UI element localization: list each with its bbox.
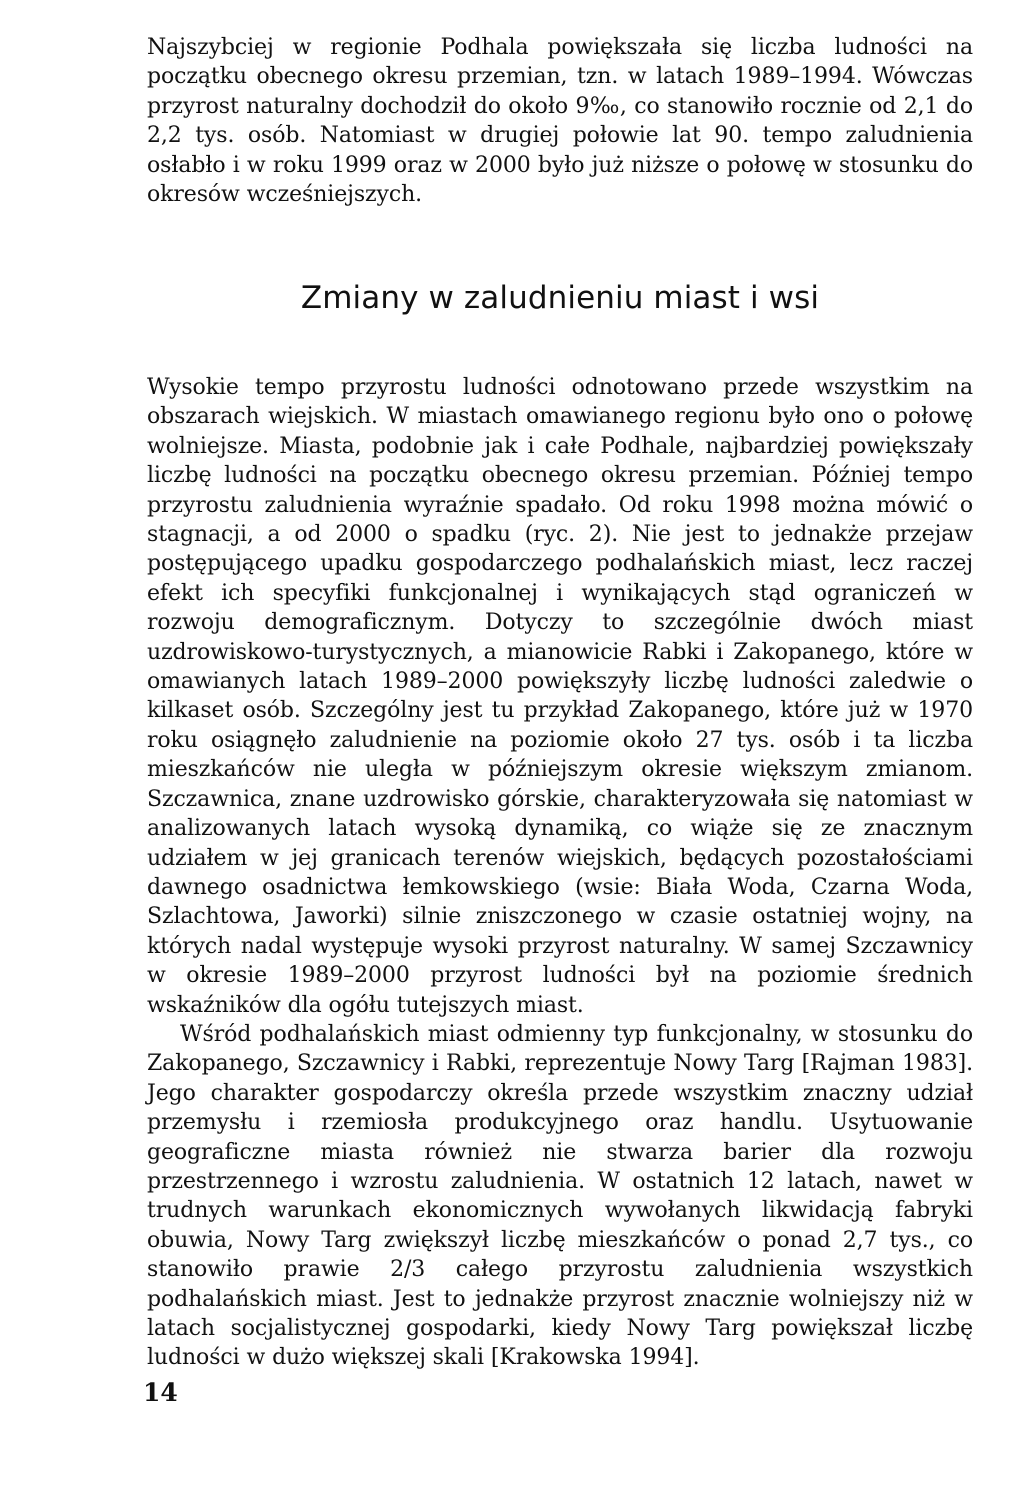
intro-text xyxy=(147,33,973,209)
section-body xyxy=(147,373,973,1373)
body-paragraph-2: Wśród podhalańskich miast odmienny typ funkcjonalny, w stosunku do Zakopanego, Szczawnicy i Rabki, reprezentuje Nowy Targ [Rajman 1983]. Jego charakter gospodarczy określa przede wszystkim znaczny udział przemysłu i rzemiosła produkcyjnego oraz handlu. Usytuowanie geograficzne miasta również nie stwarza barier dla rozwoju przestrzennego i wzrostu zaludnienia. W ostatnich 12 latach, nawet w trudnych warunkach ekonomicznych wywołanych likwidacją fabryki obuwia, Nowy Targ zwiększył liczbę mieszkańców o ponad 2,7 tys., co stanowiło prawie 2/3 całego przyrostu zaludnienia wszystkich podhalańskich miast. Jest to jednakże przyrost znacznie wolniejszy niż w latach socjalistycznej gospodarki, kiedy Nowy Targ powiększał liczbę ludności w dużo większej skali [Krakowska 1994]. xyxy=(147,1021,973,1371)
section-heading: Zmiany w zaludnieniu miast i wsi xyxy=(300,280,820,316)
page-number: 14 xyxy=(143,1378,178,1407)
body-paragraph-1: Wysokie tempo przyrostu ludności odnotowano przede wszystkim na obszarach wiejskich. W miastach omawianego regionu było ono o połowę wolniejsze. Miasta, podobnie jak i całe Podhale, najbardziej powiększały liczbę ludności na początku obecnego okresu przemian. Później tempo przyrostu zaludnienia wyraźnie spadało. Od roku 1998 można mówić o stagnacji, a od 2000 o spadku (ryc. 2). Nie jest to jednakże przejaw postępującego upadku gospodarczego podhalańskich miast, lecz raczej efekt ich specyfiki funkcjonalnej i wynikających stąd ograniczeń w rozwoju demograficznym. Dotyczy to szczególnie dwóch miast uzdrowiskowo-turystycznych, a mianowicie Rabki i Zakopanego, które w omawianych latach 1989–2000 powiększyły liczbę ludności zaledwie o kilkaset osób. Szczególny jest tu przykład Zakopanego, które już w 1970 roku osiągnęło zaludnienie na poziomie około 27 tys. osób i ta liczba mieszkańców nie uległa w późniejszym okresie większym zmianom. Szczawnica, znane uzdrowisko górskie, charakteryzowała się natomiast w analizowanych latach wysoką dynamiką, co wiąże się ze znacznym udziałem w jej granicach terenów wiejskich, będących pozostałościami dawnego osadnictwa łemkowskiego (wsie: Biała Woda, Czarna Woda, Szlachtowa, Jaworki) silnie zniszczonego w czasie ostatniej wojny, na których nadal występuje wysoki przyrost naturalny. W samej Szczawnicy w okresie 1989–2000 przyrost ludności był na poziomie średnich wskaźników dla ogółu tutejszych miast. xyxy=(147,375,973,1018)
intro-paragraph: Najszybciej w regionie Podhala powiększała się liczba ludności na początku obecnego okresu przemian, tzn. w latach 1989–1994. Wówczas przyrost naturalny dochodził do około 9‰, co stanowiło rocznie od 2,1 do 2,2 tys. osób. Natomiast w drugiej połowie lat 90. tempo zaludnienia osłabło i w roku 1999 oraz w 2000 było już niższe o połowę w stosunku do okresów wcześniejszych. xyxy=(147,35,973,208)
